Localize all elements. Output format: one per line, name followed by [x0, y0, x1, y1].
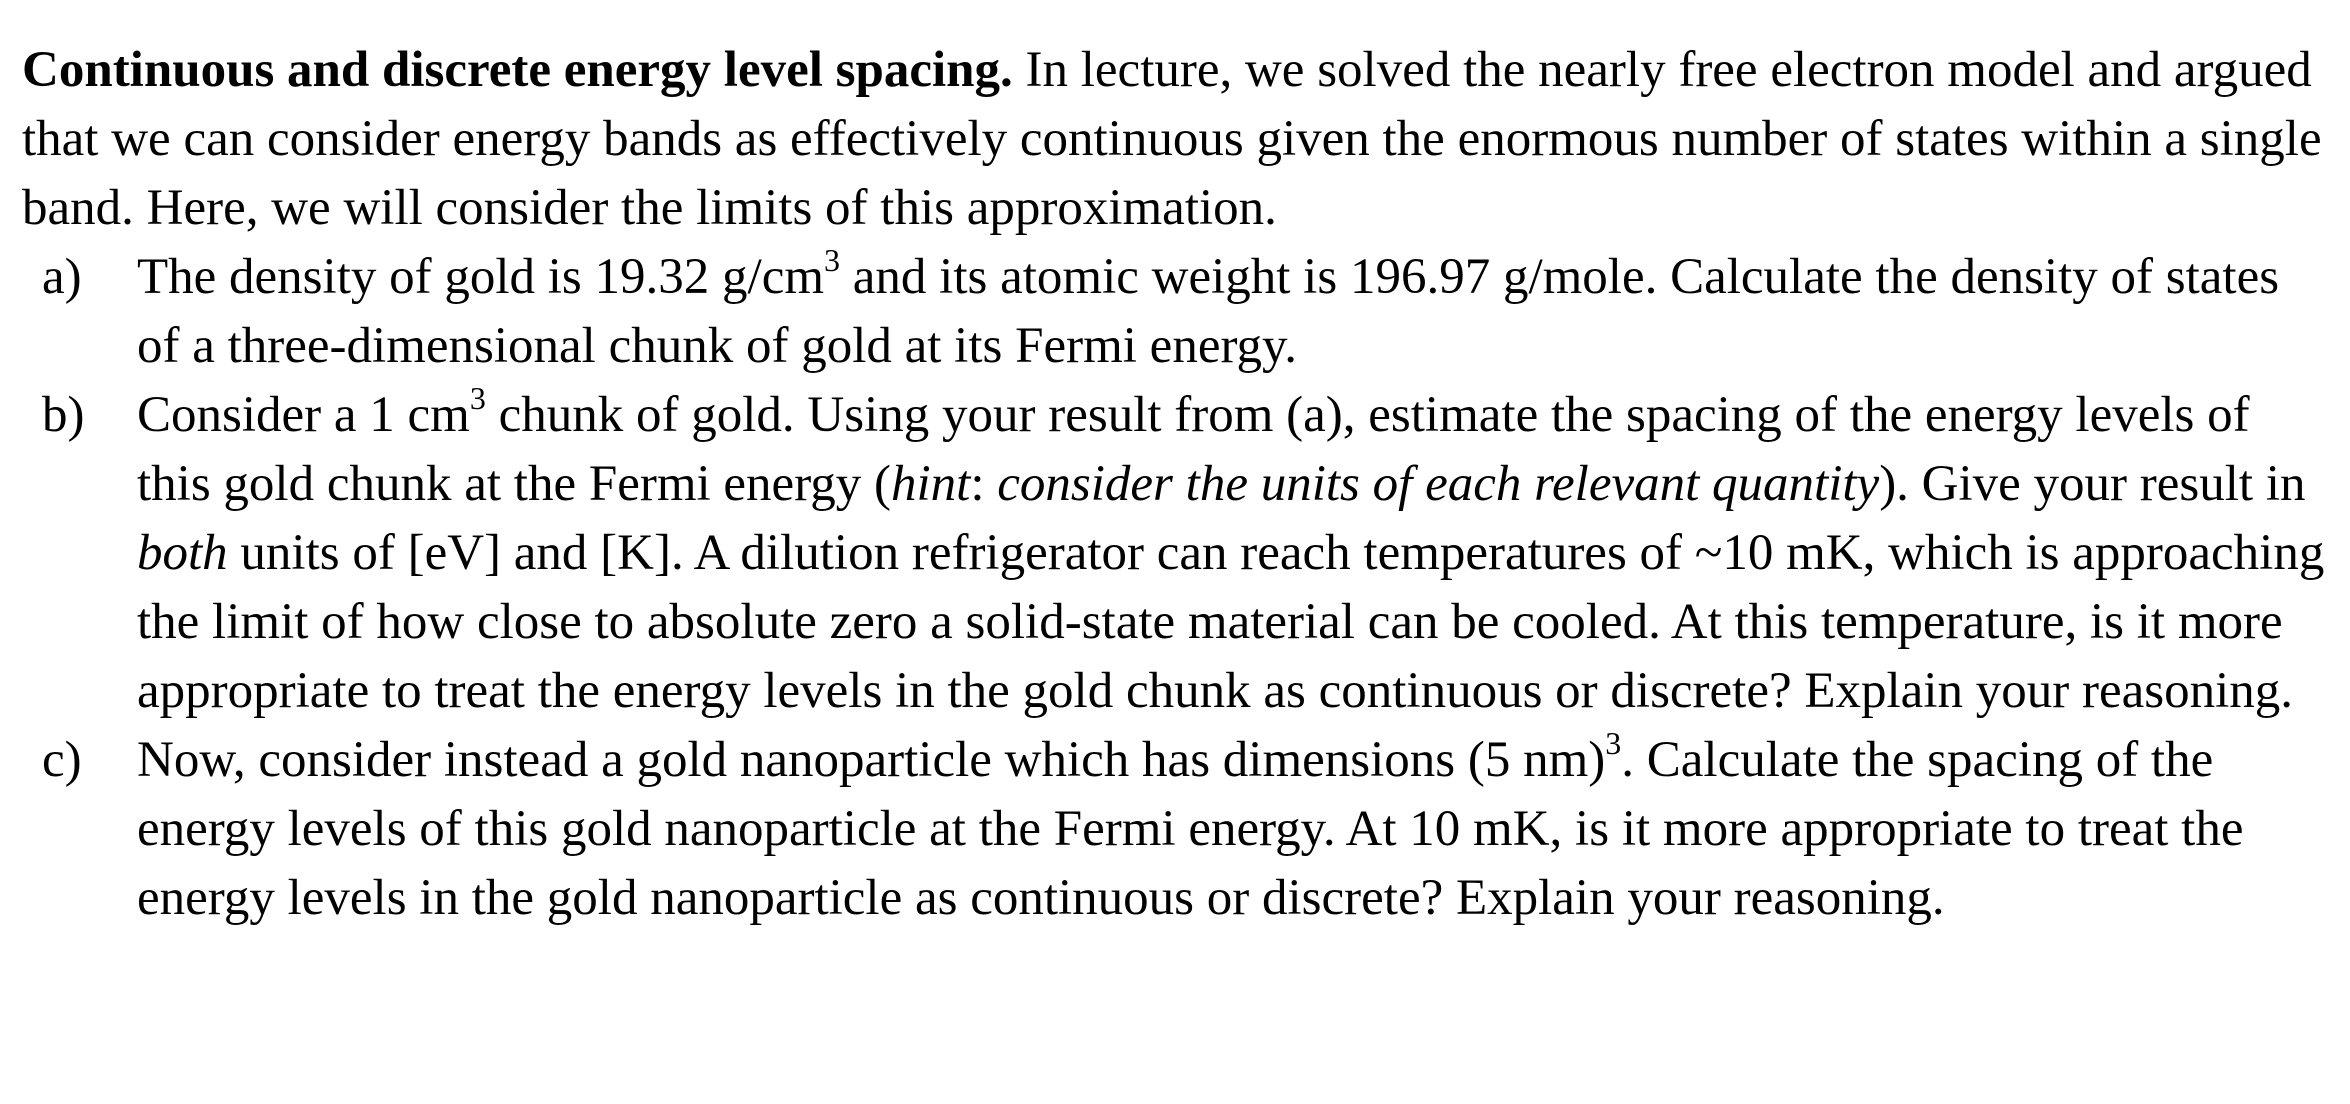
- problem-title: Continuous and discrete energy level spacing.: [22, 42, 1013, 98]
- problem-parts-list: [22, 243, 2332, 933]
- part-c-superscript: 3: [1605, 725, 1622, 761]
- part-b: [22, 381, 2332, 726]
- part-c-text-2: . Calculate the spacing of the energy levels of this gold nanoparticle at the Fermi energy. At 10 mK, is it more appropriate to treat the energy levels in the gold nanoparticle as continuous or discrete? Explain your reasoning.: [137, 732, 2244, 926]
- part-a-text-1: The density of gold is 19.32 g/cm: [137, 249, 825, 305]
- part-a-superscript: 3: [824, 242, 841, 278]
- part-a-text-2: and its atomic weight is 196.97 g/mole. Calculate the density of states of a three-dimensional chunk of gold at its Fermi energy.: [137, 249, 2280, 374]
- part-b-hint-label: hint: [891, 456, 971, 512]
- part-c-marker: c): [42, 732, 82, 788]
- problem-statement: [22, 36, 2332, 933]
- problem-intro: [22, 36, 2332, 243]
- intro-text: In lecture, we solved the nearly free electron model and argued that we can consider energy bands as effectively continuous given the enormous number of states within a single band. Here, we will consider the limits of this approximation.: [22, 42, 2322, 236]
- part-b-text-4: ). Give your result in: [1879, 456, 2306, 512]
- part-c-text-1: Now, consider instead a gold nanoparticle which has dimensions (5 nm): [137, 732, 1606, 788]
- part-a-marker: a): [42, 249, 82, 305]
- part-b-marker: b): [42, 387, 85, 443]
- part-b-emphasis-both: both: [137, 525, 228, 581]
- part-b-hint-text: consider the units of each relevant quantity: [997, 456, 1880, 512]
- part-b-text-2: chunk of gold. Using your result from (a), estimate the spacing of the energy levels of this gold chunk at the Fermi energy (: [137, 387, 2250, 512]
- part-a: [22, 243, 2332, 381]
- part-b-text-5: units of [eV] and [K]. A dilution refrigerator can reach temperatures of ~10 mK, which is approaching the limit of how close to absolute zero a solid-state material can be cooled. At this temperature, is it more appropriate to treat the energy levels in the gold chunk as continuous or discrete? Explain your reasoning.: [137, 525, 2325, 719]
- part-b-text-1: Consider a 1 cm: [137, 387, 470, 443]
- part-c: [22, 726, 2332, 933]
- part-b-superscript: 3: [469, 380, 486, 416]
- part-b-text-3: :: [970, 456, 998, 512]
